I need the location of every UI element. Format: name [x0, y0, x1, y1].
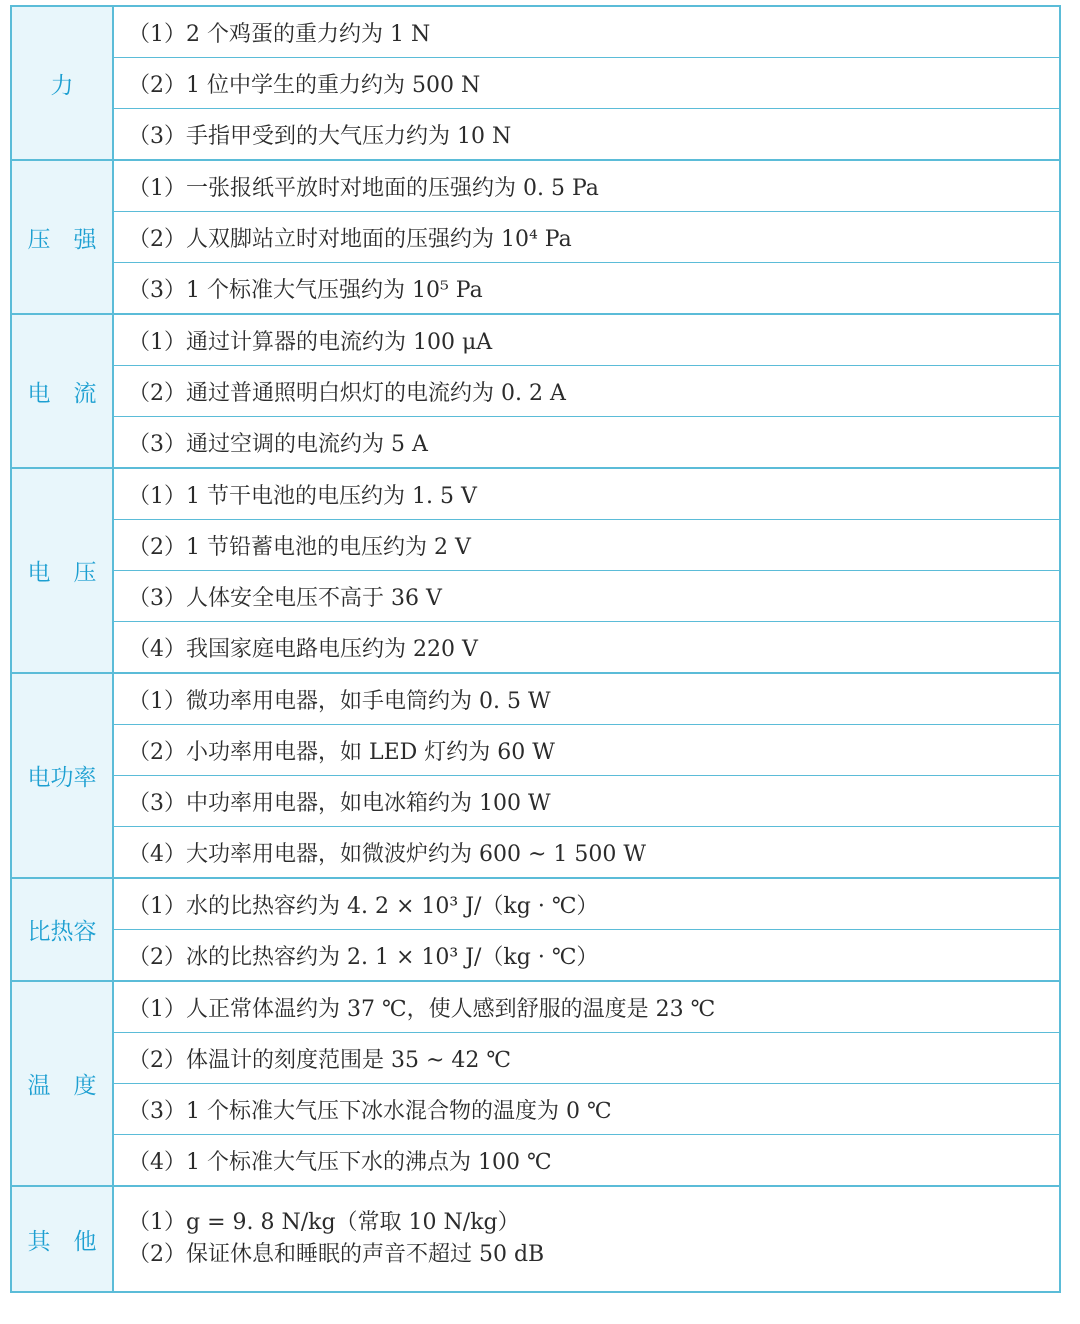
list-item: （4）大功率用电器，如微波炉约为 600 ~ 1 500 W	[113, 827, 1060, 879]
table-row	[11, 1033, 1060, 1084]
table-row	[11, 109, 1060, 161]
list-item: （2）小功率用电器，如 LED 灯约为 60 W	[113, 725, 1060, 776]
table-row	[11, 58, 1060, 109]
list-item: （1）一张报纸平放时对地面的压强约为 0. 5 Pa	[113, 160, 1060, 212]
table-row	[11, 725, 1060, 776]
table-row	[11, 160, 1060, 212]
table-row	[11, 314, 1060, 366]
table-row	[11, 1084, 1060, 1135]
table-row	[11, 6, 1060, 58]
table-row	[11, 1135, 1060, 1187]
list-item: （1）2 个鸡蛋的重力约为 1 N	[113, 6, 1060, 58]
table-row	[11, 930, 1060, 982]
list-item: （2）体温计的刻度范围是 35 ~ 42 ℃	[113, 1033, 1060, 1084]
table-row	[11, 571, 1060, 622]
list-item: （3）人体安全电压不高于 36 V	[113, 571, 1060, 622]
table-row	[11, 622, 1060, 674]
category-power: 电功率	[11, 673, 113, 878]
table-row	[11, 981, 1060, 1033]
table-row	[11, 776, 1060, 827]
list-item: （3）1 个标准大气压下冰水混合物的温度为 0 ℃	[113, 1084, 1060, 1135]
list-item: （1）通过计算器的电流约为 100 μA	[113, 314, 1060, 366]
table-row	[11, 878, 1060, 930]
table-row	[11, 520, 1060, 571]
list-item: （1）g = 9. 8 N/kg（常取 10 N/kg）	[128, 1210, 520, 1236]
list-item: （3）通过空调的电流约为 5 A	[113, 417, 1060, 469]
table-row	[11, 366, 1060, 417]
category-current: 电 流	[11, 314, 113, 468]
category-pressure: 压 强	[11, 160, 113, 314]
category-temperature: 温 度	[11, 981, 113, 1186]
list-item: （2）保证休息和睡眠的声音不超过 50 dB	[128, 1242, 545, 1267]
physics-estimates-table	[10, 5, 1061, 1293]
list-item: （4）1 个标准大气压下水的沸点为 100 ℃	[113, 1135, 1060, 1187]
list-item: （1）人正常体温约为 37 ℃，使人感到舒服的温度是 23 ℃	[113, 981, 1060, 1033]
table-row	[11, 212, 1060, 263]
category-other: 其 他	[11, 1186, 113, 1292]
table-row	[11, 263, 1060, 315]
list-item: （2）1 位中学生的重力约为 500 N	[113, 58, 1060, 109]
list-item: （3）手指甲受到的大气压力约为 10 N	[113, 109, 1060, 161]
list-item: （2）1 节铅蓄电池的电压约为 2 V	[113, 520, 1060, 571]
list-item: （2）人双脚站立时对地面的压强约为 10⁴ Pa	[113, 212, 1060, 263]
table-row	[11, 673, 1060, 725]
table-row	[11, 1186, 1060, 1292]
list-item: （2）通过普通照明白炽灯的电流约为 0. 2 A	[113, 366, 1060, 417]
list-item: （1）1 节干电池的电压约为 1. 5 V	[113, 468, 1060, 520]
list-item: （2）冰的比热容约为 2. 1 × 10³ J/（kg · ℃）	[113, 930, 1060, 982]
table-row	[11, 468, 1060, 520]
category-force: 力	[11, 6, 113, 160]
list-item-multi	[113, 1186, 1060, 1292]
category-specific-heat: 比热容	[11, 878, 113, 981]
list-item: （3）1 个标准大气压强约为 10⁵ Pa	[113, 263, 1060, 315]
list-item: （3）中功率用电器，如电冰箱约为 100 W	[113, 776, 1060, 827]
table-row	[11, 417, 1060, 469]
table-row	[11, 827, 1060, 879]
category-voltage: 电 压	[11, 468, 113, 673]
list-item: （1）水的比热容约为 4. 2 × 10³ J/（kg · ℃）	[113, 878, 1060, 930]
list-item: （1）微功率用电器，如手电筒约为 0. 5 W	[113, 673, 1060, 725]
list-item: （4）我国家庭电路电压约为 220 V	[113, 622, 1060, 674]
